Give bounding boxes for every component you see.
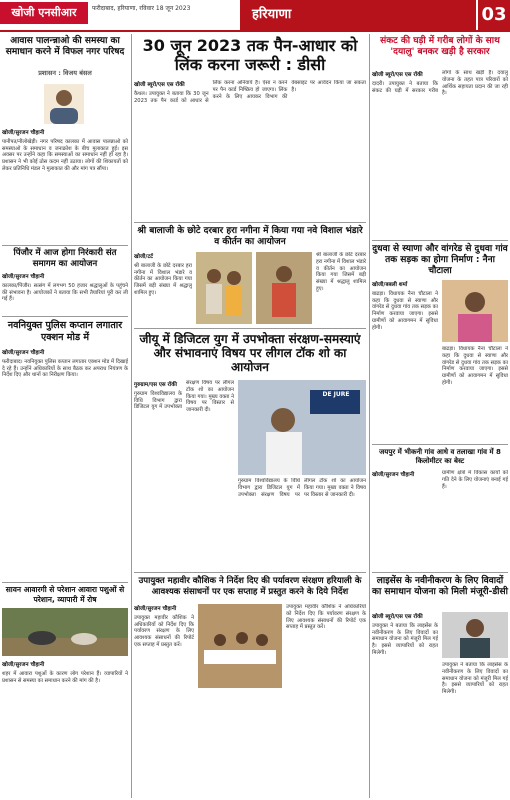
left-story4-headline: सावन आवारगी से परेशान आवारा पशुओं से परेशान, व्यापारी में रोष [5, 585, 125, 604]
center-story3-more [238, 478, 366, 570]
center-story2-text-2: श्री बालाजी के छोटे दरबार हरा नगीना में विशाल भंडारे व कीर्तन का आयोजन किया गया जिसमें बड़ी संख्या में श्रद्धालु शामिल हुए। [316, 252, 366, 292]
center-story4-headline: उपायुक्त महावीर कौशिक ने निर्देश दिए की पर्यावरण संरक्षण हरियाली के आवश्यक संसाधनों पर एक सप्ताह में प्रस्तुत करने के दिये निर्देश [138, 576, 362, 597]
right-story1-text: दादरी। उपायुक्त ने बताया कि संकट की घड़ी में सरकार गरीब लोगों के साथ खड़ी है। दयालु योजना के तहत पात्र परिवारों को आर्थिक सहायता प्रदान की जा रही है। [372, 70, 508, 97]
meeting-icon [198, 604, 282, 688]
left-story4-text: शहर में आवारा पशुओं के कारण लोग परेशान हैं। व्यापारियों ने प्रशासन से समस्या का समाधान करने की मांग की है। [2, 670, 128, 684]
center-story4-body [134, 604, 194, 796]
left-story2-body [2, 272, 128, 312]
left-story3-headline: नवनियुक्त पुलिस कप्तान लगातार एक्शन मोड में [7, 320, 123, 343]
person-icon [44, 84, 84, 124]
right-story4-headline: लाइसेंस के नवीनीकरण के लिए विवादों का समाधान योजना को मिली मंजूरी-डीसी [372, 576, 508, 597]
section-title: हरियाणा [240, 0, 478, 30]
person-icon [442, 612, 508, 658]
right-story2-byline: खोजी/बबली शर्मा [372, 282, 408, 288]
cattle-icon [2, 608, 128, 656]
left-story4-body [2, 660, 128, 796]
divider [2, 245, 128, 246]
cattle-photo [2, 608, 128, 656]
page-number: 03 [476, 0, 510, 30]
center-story2-more [316, 252, 366, 324]
divider [2, 316, 128, 317]
right-story4-body [372, 612, 438, 796]
divider [372, 444, 508, 445]
center-story3-text: गुरुग्राम विश्वविद्यालय के विधि विभाग द्वारा डिजिटल युग में उपभोक्ता संरक्षण विषय पर लीगल टॉक शो का आयोजन किया गया। मुख्य वक्ता ने विषय पर विस्तार से जानकारी दी। [134, 380, 234, 414]
center-story3-text-2: गुरुग्राम विश्वविद्यालय के विधि विभाग द्वारा डिजिटल युग में उपभोक्ता संरक्षण विषय पर लीगल टॉक शो का आयोजन किया गया। मुख्य वक्ता ने विषय पर विस्तार से जानकारी दी। [238, 478, 366, 498]
left-story1-text: पानीपत/नीलोखेड़ी। नगर परिषद कालका में आवास पालन्नाओ को समस्याओ के समाधान व जनाक्रोश के बीच मुलाकात हुई। इस अवसर पर उन्होंने कहा कि समस्याओं का समाधान नहीं हो रहा है। प्रशासन ने भी कोई ठोस कदम नहीं उठाया। लोगों की शिकायतों को लेकर प्रतिनिधि मंडल ने मुलाकात की और मांग पत्र सौंपा। [2, 138, 128, 172]
center-story3-body [134, 380, 234, 570]
column-rule [131, 34, 132, 798]
bhandara-photo-1 [196, 252, 252, 324]
people-icon [256, 252, 312, 324]
center-story2-body [134, 252, 192, 324]
left-story1-headline: आवास पालन्न्नाओ की समस्या का समाधान करने में विफल नगर परिषद [5, 36, 125, 57]
divider [372, 572, 508, 573]
right-story4-text: उपायुक्त ने बताया कि लाइसेंस के नवीनीकरण के लिए विवादों का समाधान योजना को मंजूरी मिल गई है। इससे व्यापारियों को राहत मिलेगी। [372, 622, 438, 656]
right-story3-text: ग्रामीण क्षेत्रों में विकास कार्यों को गति देने के लिए योजनाएं बनाई गई हैं। [442, 470, 508, 490]
left-story2-byline: खोजी/सुरजन चौहानी [2, 274, 45, 280]
people-icon [196, 252, 252, 324]
left-story1-body [2, 128, 128, 243]
right-story2-text-2: बाढड़ा। विधायक नैना चौटाला ने कहा कि दुधवा से स्याणा और वांगरेड से दुधवा गांव तक सड़क का निर्माण करवाया जाएगा। इससे ग्रामीणों को आवागमन में सुविधा होगी। [442, 346, 508, 386]
left-story2-headline: पिंजौर में आज होगा निरंकारी संत समागम का आयोजन [13, 248, 117, 269]
de-jure-banner: DE JURE [322, 391, 350, 398]
right-story3-headline: जयपुर में भीकनी गांव आधे व तलाखा गांव में 8 किलोमीटर का बेस्ट [379, 448, 501, 465]
right-story2-text: बाढड़ा। विधायक नैना चौटाला ने कहा कि दुधवा से स्याणा और वांगरेड से दुधवा गांव तक सड़क का निर्माण करवाया जाएगा। इससे ग्रामीणों को आवागमन में सुविधा होगी। [372, 290, 438, 331]
center-main-text: कैथल। उपायुक्त ने बताया कि 30 जून 2023 तक पैन कार्ड को आधार से लिंक करना अनिवार्य है। ऐसा न करने पर पैन कार्ड निष्क्रिय हो जाएगा। लिंक करने के लिए आयकर विभाग की वेबसाइट पर आवेदन किया जा सकता है। [134, 80, 366, 104]
mla-photo [442, 280, 508, 342]
right-story1-headline: संकट की घड़ी में गरीब लोगों के साथ 'दयालु' बनकर खड़ी है सरकार [380, 36, 500, 57]
right-story1-byline: खोजी ब्यूरो/एस एस रॉकी [372, 72, 423, 78]
right-story2-body [372, 280, 438, 440]
meeting-photo [198, 604, 282, 688]
right-story2-more [442, 346, 508, 440]
divider [134, 572, 366, 573]
right-story4-more [442, 662, 508, 796]
right-story3-byline: खोजी/सुरजन चौहानी [372, 472, 415, 478]
dc-photo [442, 612, 508, 658]
center-story2-text: श्री बालाजी के छोटे दरबार हरा नगीना में विशाल भंडारे व कीर्तन का आयोजन किया गया जिसमें बड़ी संख्या में श्रद्धालु शामिल हुए। [134, 262, 192, 296]
left-story3-text: फरीदाबाद। नवनियुक्त पुलिस कप्तान लगातार एक्शन मोड में दिखाई दे रहे हैं। उन्होंने अधिकारियों के साथ बैठक कर अपराध नियंत्रण के निर्देश दिए और थानों का निरीक्षण किया। [2, 358, 128, 379]
right-story3-body [372, 470, 508, 570]
center-main-byline: खोजी ब्यूरो/एस एस रॉकी [134, 82, 185, 88]
center-story4-text-2: उपायुक्त महावीर कौशिक ने अधिकारियों को निर्देश दिए कि पर्यावरण संरक्षण के लिए आवश्यक संसाधनों की रिपोर्ट एक सप्ताह में प्रस्तुत करें। [286, 604, 366, 631]
divider [134, 222, 366, 223]
right-story4-byline: खोजी ब्यूरो/एस एस रॉकी [372, 614, 423, 620]
masthead-rule [0, 30, 510, 32]
right-story2-headline: दुधवा से स्याणा और वांगरेड से दुधवा गांव तक सड़क का होगा निर्माण : नैना चौटाला [372, 244, 508, 276]
center-main-body [134, 80, 366, 220]
bhandara-photo-2 [256, 252, 312, 324]
dateline: फरीदाबाद, हरियाणा, रविवार 18 जून 2023 [92, 5, 191, 12]
center-story4-text: उपायुक्त महावीर कौशिक ने अधिकारियों को निर्देश दिए कि पर्यावरण संरक्षण के लिए आवश्यक संसाधनों की रिपोर्ट एक सप्ताह में प्रस्तुत करें। [134, 614, 194, 648]
person-icon [442, 280, 508, 342]
center-story2-byline: खोजी/टर्ट [134, 254, 153, 260]
divider [2, 582, 128, 583]
left-story4-byline: खोजी/सुरजन चौहानी [2, 662, 45, 668]
center-main-headline: 30 जून 2023 तक पैन-आधार को लिंक करना जरूरी : डीसी [142, 36, 358, 74]
center-story2-headline: श्री बालाजी के छोटे दरबार हरा नगीना में किया गया नवे विशाल भंडारे व कीर्तन का आयोजन [137, 226, 363, 247]
right-story1-body [372, 70, 508, 238]
divider [372, 240, 508, 241]
center-story4-more [286, 604, 366, 796]
divider [134, 328, 366, 329]
masthead [0, 0, 510, 30]
left-story3-byline: खोजी/सुरजन चौहानी [2, 350, 45, 356]
column-rule [369, 34, 370, 798]
left-story2-text: कालका/पिंजौर। सत्संग में लगभग 50 हजार श्रद्धालुओं के पहुंचने की संभावना है। आयोजकों ने बताया कि सभी तैयारियां पूरी कर ली गई हैं। [2, 282, 128, 303]
center-story3-byline: गुरुग्राम/एस एस रॉकी [134, 382, 177, 388]
left-story1-sub: प्रशासन : विजय बंसल [38, 69, 92, 77]
right-story4-text-2: उपायुक्त ने बताया कि लाइसेंस के नवीनीकरण के लिए विवादों का समाधान योजना को मंजूरी मिल गई है। इससे व्यापारियों को राहत मिलेगी। [442, 662, 508, 696]
portrait-photo [44, 84, 84, 124]
center-story4-byline: खोजी/सुरजन चौहानी [134, 606, 177, 612]
paper-tag: खोजी एनसीआर [0, 2, 88, 24]
left-story1-byline: खोजी/सुरजन चौहानी [2, 130, 45, 136]
center-story3-headline: जीयू में डिजिटल युग में उपभोक्ता संरक्षण-समस्याएं और संभावनाएं विषय पर लीगल टॉक शो का आयोजन [139, 332, 361, 374]
left-story3-body [2, 348, 128, 580]
